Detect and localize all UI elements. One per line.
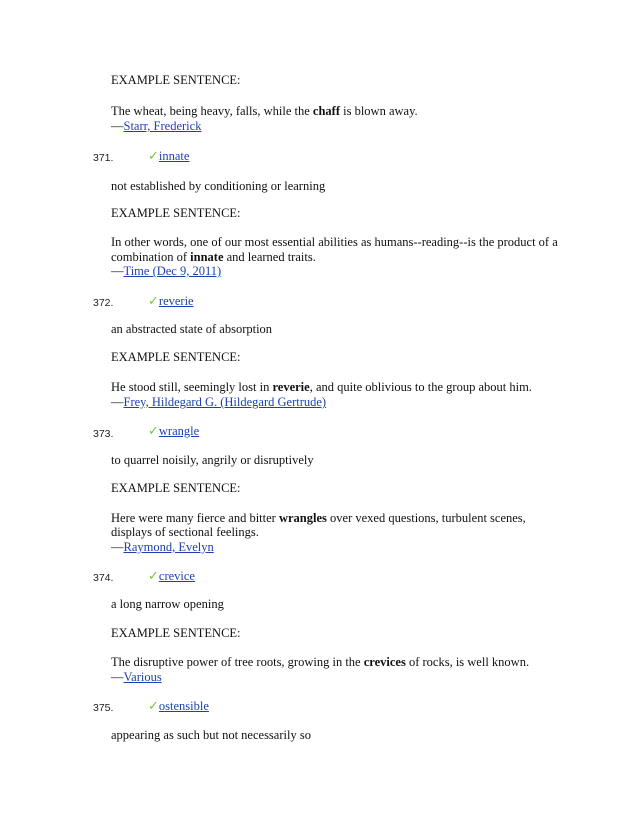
entry-number: 372. [93,297,114,309]
example-sentence-continued: combination of innate and learned traits. [111,250,316,264]
entry-number: 373. [93,428,114,440]
example-sentence-label: EXAMPLE SENTENCE: [111,350,241,364]
vocab-word [148,294,194,309]
source-link[interactable]: Frey, Hildegard G. (Hildegard Gertrude) [123,395,327,409]
checkmark-icon: ✓ [148,149,159,164]
word-definition: an abstracted state of absorption [111,322,273,336]
entry-number: 375. [93,702,114,714]
sentence-source: —Various [111,670,162,684]
source-link[interactable]: Starr, Frederick [123,119,202,133]
example-sentence: Here were many fierce and bitter wrangles over vexed questions, turbulent scenes, [111,511,526,525]
source-link[interactable]: Raymond, Evelyn [123,540,214,554]
checkmark-icon: ✓ [148,699,159,714]
sentence-source: —Raymond, Evelyn [111,540,214,554]
word-link[interactable]: ostensible [158,699,209,713]
sentence-source: —Time (Dec 9, 2011) [111,264,222,278]
source-link[interactable]: Time (Dec 9, 2011) [123,264,222,278]
example-sentence-label: EXAMPLE SENTENCE: [111,206,241,220]
checkmark-icon: ✓ [148,424,159,439]
word-link[interactable]: crevice [158,569,195,583]
word-definition: not established by conditioning or learning [111,179,326,193]
word-link[interactable]: innate [158,149,190,163]
vocab-word [148,149,189,164]
example-sentence: The wheat, being heavy, falls, while the chaff is blown away. [111,104,418,118]
example-sentence: In other words, one of our most essential abilities as humans--reading--is the product of a [111,235,558,249]
vocab-word [148,699,209,714]
entry-number: 371. [93,152,114,164]
word-link[interactable]: wrangle [158,424,200,438]
word-definition: a long narrow opening [111,597,224,611]
checkmark-icon: ✓ [148,294,159,309]
vocab-word [148,569,195,584]
word-definition: to quarrel noisily, angrily or disruptively [111,453,314,467]
sentence-source: —Frey, Hildegard G. (Hildegard Gertrude) [111,395,327,409]
source-link[interactable]: Various [123,670,162,684]
sentence-source: —Starr, Frederick [111,119,202,133]
example-sentence-label: EXAMPLE SENTENCE: [111,626,241,640]
example-sentence-label: EXAMPLE SENTENCE: [111,73,241,87]
checkmark-icon: ✓ [148,569,159,584]
example-sentence: The disruptive power of tree roots, growing in the crevices of rocks, is well known. [111,655,530,669]
word-link[interactable]: reverie [158,294,194,308]
entry-number: 374. [93,572,114,584]
example-sentence-continued: displays of sectional feelings. [111,525,259,539]
example-sentence-label: EXAMPLE SENTENCE: [111,481,241,495]
example-sentence: He stood still, seemingly lost in reverie, and quite oblivious to the group about him. [111,380,532,394]
word-definition: appearing as such but not necessarily so [111,728,311,742]
vocab-word [148,424,199,439]
